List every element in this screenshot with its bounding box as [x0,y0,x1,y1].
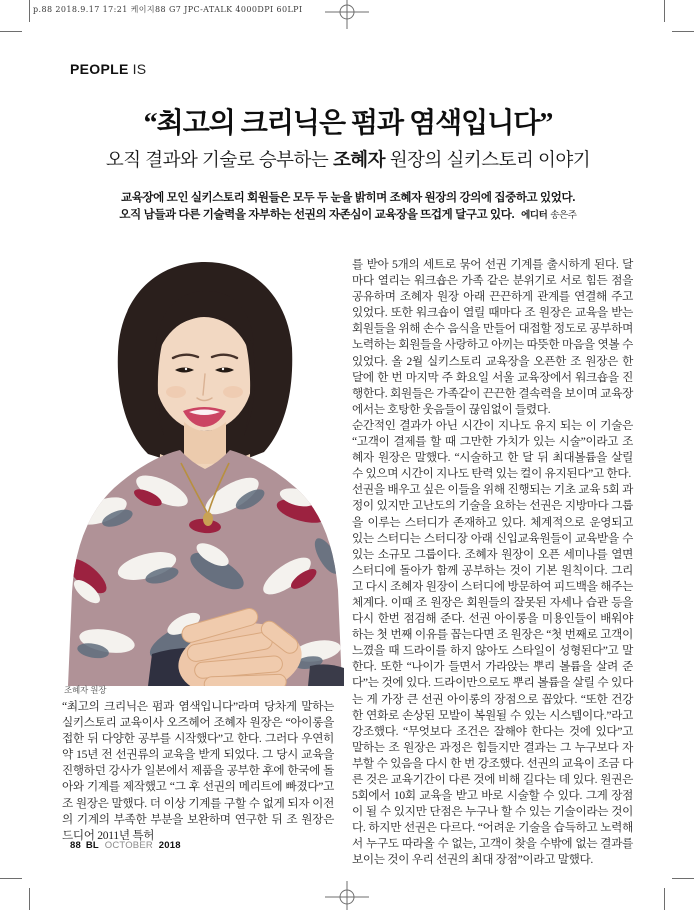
lead-line-1: 교육장에 모인 실키스토리 회원들은 모두 두 눈을 밝히며 조혜자 원장의 강의에 집중하고 있었다. [121,192,575,204]
crop-mark-top-right-v [664,0,665,22]
page-folio [70,840,181,851]
editor-label: 에디터 [521,209,548,221]
registration-mark-bottom-icon [325,881,369,910]
subtitle-pre: 오직 결과와 기술로 승부하는 [105,149,333,170]
folio-page-number: 88 [70,840,81,851]
right-paragraph-2: 순간적인 결과가 아닌 시간이 지나도 유지 되는 이 기술은 “고객이 결제를 할 때 그만한 가치가 있는 시술”이라고 조혜자 원장은 말했다. “시술하고 한 달 뒤 최대볼륨을 살릴 수 있으며 시간이 지나도 탄력 있는 컬이 유지된다”고 한다. [352,418,633,481]
crop-mark-top-left-v [29,0,30,22]
lead-line-2: 오직 남들과 다른 기술력을 자부하는 선권의 자존심이 교육장을 뜨겁게 달구고 있다. [119,208,515,221]
right-paragraph-1: 를 받아 5개의 세트로 묶어 선권 기계를 출시하게 된다. 달마다 열리는 워크숍은 가족 같은 분위기로 서로 힘든 점을 공유하며 조혜자 원장 아래 끈끈하게 관계를 연결해 주고 있었다. 또한 워크숍이 열릴 때마다 조 원장은 교육을 받는 회원들을 위해 손수 음식을 만들어 대접할 정도로 공부하며 노력하는 회원들을 사랑하고 아끼는 따뜻한 마음을 엿볼 수 있었다. 올 2월 실키스토리 교육장을 오픈한 조 원장은 한 달에 한 번 마지막 주 화요일 서울 교육장에서 워크숍을 진행한다. 회원들은 가족같이 끈끈한 결속력을 보이며 교육장에서는 호탕한 웃음들이 끊임없이 들렸다. [352,258,633,416]
crop-mark-bottom-left-v [29,888,30,910]
registration-mark-top-icon [325,0,369,29]
left-paragraph: “최고의 크리닉은 펌과 염색입니다”라며 당차게 말하는 실키스토리 교육이사 오즈헤어 조혜자 원장은 “아이롱을 접한 뒤 다양한 공부를 시작했다”고 한다. 그러다 우연히 약 15년 전 선권류의 교육을 받게 되었다. 그 당시 교육을 진행하던 강사가 일본에서 제품을 공부한 후에 한국에 돌아와 기계를 제작했고 “그 후 선권의 메리트에 빠졌다”고 조 원장은 말했다. 더 이상 기계를 구할 수 없게 되자 이전의 기계의 부족한 부분을 보완하며 연구한 뒤 조 원장은 드디어 2011년 특허 [62,700,334,842]
folio-magazine-name: BL [85,840,99,851]
section-label-light: IS [132,61,147,77]
lead-paragraph [48,190,648,224]
right-paragraph-3: 선권을 배우고 싶은 이들을 위해 진행되는 기초 교육 5회 과정이 있지만 고난도의 기술을 요하는 선권은 지방마다 그룹을 이루는 스터디가 존재하고 있다. 체계적으로 운영되고 있는 스터디는 스터디장 아래 신입교육원들이 교육받을 수 있는 소규모 그룹이다. 조혜자 원장이 오픈 세미나를 열면 스터디에 돌아가 함께 공부하는 것이 기본 원칙이다. 그리고 다시 조혜자 원장이 스터디에 방문하여 피드백을 해주는 체계다. 이때 조 원장은 회원들의 잘못된 자세나 습관 등을 다시 한번 점검해 준다. 선권 아이롱을 미용인들이 배워야 하는 첫 번째 이유를 꼽는다면 조 원장은 “첫 번째로 고객이 느꼈을 때 드라이를 하지 않아도 스타일이 성형된다”고 말한다. 또한 “나이가 들면서 가라앉는 뿌리 볼륨을 살려 준다”는 것에 있다. 드라이만으로도 뿌리 볼륨을 살릴 수 있다는 게 가장 큰 선권 아이롱의 장점으로 꼽았다. “또한 건강한 연화로 손상된 모발이 복원될 수 있는 시스템이다.”라고 강조했다. “무엇보다 조건은 잘해야 한다는 것에 있다”고 말하는 조 원장은 과정은 힘들지만 결과는 그 누구보다 자부할 수 있음을 다시 한 번 강조했다. 선권의 교육이 조금 다른 것은 교육기간이 다른 것에 비해 길다는 데 있다. 원권은 5회에서 10회 교육을 받고 바로 시술할 수 있다. 그게 장점이 될 수 있지만 단점은 누구나 할 수 있는 기술이라는 것이다. 하지만 선권은 다르다. “어려운 기술을 습득하고 노력해서 누구도 따라올 수 없는, 고객이 찾을 수밖에 없는 결과를 보이는 것이 우리 선권의 최대 장점”이라고 말했다. [352,483,633,867]
subtitle-person-name: 조혜자 [332,149,386,170]
article-title: “최고의 크리닉은 펌과 염색입니다” [143,108,553,139]
portrait-photo [62,256,346,686]
folio-year: 2018 [158,840,181,851]
section-label-bold: PEOPLE [70,61,129,77]
editor-name: 송은주 [550,209,577,221]
folio-month: OCTOBER [104,840,153,851]
crop-mark-top-right-h [672,31,694,32]
photo-caption: 조혜자 원장 [64,685,107,695]
article-subtitle [48,146,648,172]
crop-mark-bottom-left-h [0,878,22,879]
crop-mark-bottom-right-v [664,888,665,910]
crop-mark-top-left-h [0,31,22,32]
subtitle-post: 원장의 실키스토리 이야기 [385,149,591,170]
body-column-right [352,257,633,869]
section-label [70,61,146,77]
print-slug-line: p.88 2018.9.17 17:21 케이지88 G7 JPC-ATALK 4000DPI 60LPI [33,5,303,14]
crop-mark-bottom-right-h [672,878,694,879]
body-column-left [62,699,334,844]
